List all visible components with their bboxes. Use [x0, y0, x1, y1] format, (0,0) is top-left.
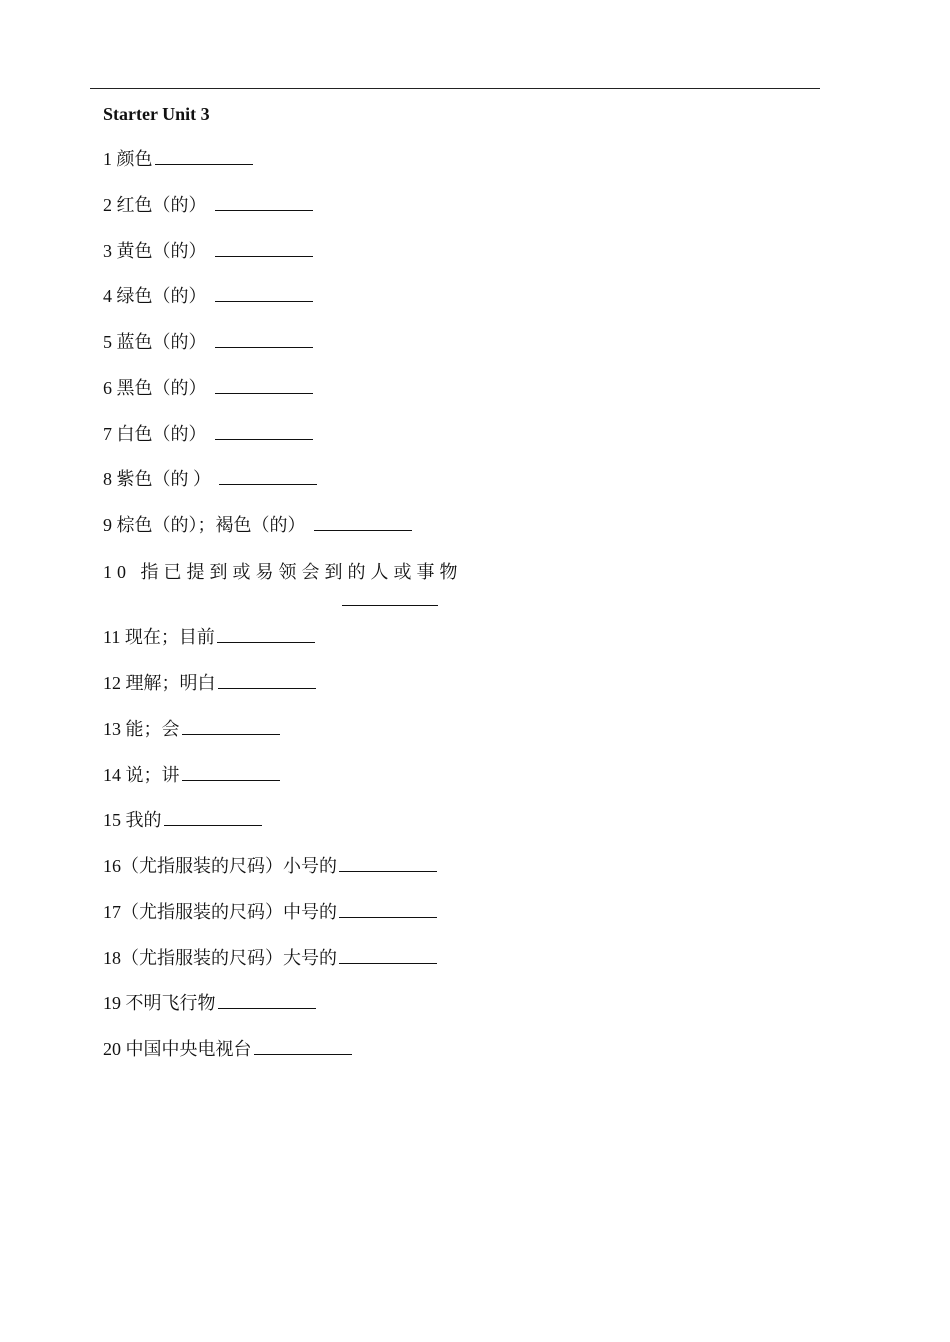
answer-blank[interactable]	[339, 947, 437, 964]
question-7	[103, 422, 313, 446]
header-rule	[90, 88, 820, 89]
question-label: 18（尤指服装的尺码）大号的	[103, 948, 337, 968]
answer-blank[interactable]	[215, 377, 313, 394]
answer-blank[interactable]	[182, 718, 280, 735]
question-label: 4 绿色（的）	[103, 286, 207, 306]
answer-blank[interactable]	[217, 626, 315, 643]
question-label: 17（尤指服装的尺码）中号的	[103, 902, 337, 922]
question-13	[103, 717, 280, 741]
question-12	[103, 671, 316, 695]
question-1	[103, 147, 253, 171]
question-14	[103, 763, 280, 787]
question-label: 10 指已提到或易领会到的人或事物	[103, 562, 463, 582]
question-8	[103, 467, 317, 491]
answer-blank[interactable]	[339, 855, 437, 872]
answer-blank[interactable]	[182, 764, 280, 781]
answer-blank[interactable]	[339, 901, 437, 918]
answer-blank[interactable]	[342, 605, 438, 606]
answer-blank[interactable]	[218, 672, 316, 689]
question-10	[103, 560, 463, 584]
answer-blank[interactable]	[164, 809, 262, 826]
answer-blank[interactable]	[218, 992, 316, 1009]
question-9	[103, 513, 412, 537]
question-label: 19 不明飞行物	[103, 993, 216, 1013]
question-label: 15 我的	[103, 810, 162, 830]
question-label: 12 理解；明白	[103, 673, 216, 693]
question-label: 20 中国中央电视台	[103, 1039, 252, 1059]
question-5	[103, 330, 313, 354]
question-label: 7 白色（的）	[103, 424, 207, 444]
answer-blank[interactable]	[254, 1038, 352, 1055]
question-20	[103, 1037, 352, 1061]
question-19	[103, 991, 316, 1015]
question-label: 5 蓝色（的）	[103, 332, 207, 352]
answer-blank[interactable]	[314, 514, 412, 531]
question-label: 14 说；讲	[103, 765, 180, 785]
question-4	[103, 284, 313, 308]
question-label: 2 红色（的）	[103, 195, 207, 215]
question-label: 9 棕色（的）；褐色（的）	[103, 515, 306, 535]
question-label: 11 现在；目前	[103, 627, 215, 647]
question-18	[103, 946, 437, 970]
question-2	[103, 193, 313, 217]
answer-blank[interactable]	[215, 331, 313, 348]
question-label: 6 黑色（的）	[103, 378, 207, 398]
question-6	[103, 376, 313, 400]
question-label: 16（尤指服装的尺码）小号的	[103, 856, 337, 876]
question-label: 3 黄色（的）	[103, 241, 207, 261]
question-11	[103, 625, 315, 649]
question-label: 8 紫色（的 ）	[103, 469, 211, 489]
unit-title: Starter Unit 3	[103, 104, 210, 124]
question-3	[103, 239, 313, 263]
answer-blank[interactable]	[219, 468, 317, 485]
question-17	[103, 900, 437, 924]
question-label: 13 能；会	[103, 719, 180, 739]
question-16	[103, 854, 437, 878]
answer-blank[interactable]	[215, 194, 313, 211]
question-label: 1 颜色	[103, 149, 153, 169]
answer-blank[interactable]	[155, 148, 253, 165]
answer-blank[interactable]	[215, 285, 313, 302]
answer-blank[interactable]	[215, 423, 313, 440]
question-15	[103, 808, 262, 832]
answer-blank[interactable]	[215, 240, 313, 257]
